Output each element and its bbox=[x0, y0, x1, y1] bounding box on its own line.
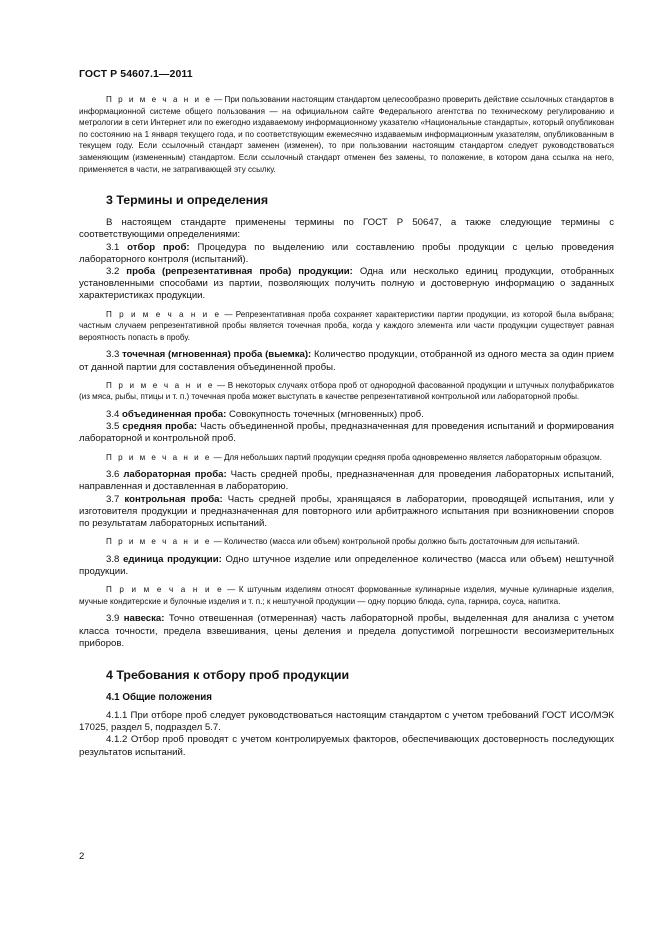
term-3-7: 3.7 контрольная проба: Часть средней пробы, хранящаяся в лаборатории, проводящей испытания, или у изготовителя продукции и предназначенная для повторного или арбитражного испытания при возникновении споров по результатам лабораторных испытаний. bbox=[79, 493, 614, 529]
section-3-title: 3 Термины и определения bbox=[106, 193, 269, 208]
note-3-2: П р и м е ч а н и е — Репрезентативная проба сохраняет характеристики партии продукции, из которой была выбрана; частным случаем репрезентативной пробы является точечная проба, когда у каждого элемента или части продукции существует равная вероятность попасть в пробу. bbox=[79, 309, 614, 342]
section-3-intro: В настоящем стандарте применены термины по ГОСТ Р 50647, а также следующие термины с соответствующими определениями: bbox=[79, 217, 614, 241]
subsection-4-1-title: 4.1 Общие положения bbox=[106, 691, 213, 703]
clause-4-1-1: 4.1.1 При отборе проб следует руководствоваться настоящим стандартом с учетом требований ГОСТ ИСО/МЭК 17025, раздел 5, подраздел 5.7. bbox=[79, 709, 614, 734]
page-number: 2 bbox=[79, 851, 85, 862]
intro-note: П р и м е ч а н и е — При пользовании настоящим стандартом целесообразно проверить действие ссылочных стандартов в информационной системе общего пользования — на официальном сайте Федерального агентства по техническому регулированию и метрологии в сети Интернет или по ежегодно издаваемому информационному указателю «Национальные стандарты», который опубликован по состоянию на 1 января текущего года, и по соответствующим ежемесячно издаваемым информационным указателям, опубликованным в текущем году. Если ссылочный стандарт заменен (изменен), то при пользовании настоящим стандартом следует руководствоваться заменяющим (измененным) стандартом. Если ссылочный стандарт отменен без замены, то положение, в котором дана ссылка на него, применяется в части, не затрагивающей эту ссылку. bbox=[79, 95, 614, 174]
note-3-8: П р и м е ч а н и е — К штучным изделиям относят формованные кулинарные изделия, мучные кулинарные изделия, мучные кондитерские и булочные изделия и т. п.; к нештучной продукции — одну порцию блюда, супа, гарнира, соуса, напитка. bbox=[79, 585, 614, 606]
term-3-9: 3.9 навеска: Точно отвешенная (отмеренная) часть лабораторной пробы, выделенная для анализа с учетом класса точности, предела взвешивания, цены деления и предела допустимой погрешности весоизмерительных приборов. bbox=[79, 613, 614, 649]
term-3-4: 3.4 объединенная проба: Совокупность точечных (мгновенных) проб. bbox=[106, 408, 424, 420]
term-3-8: 3.8 единица продукции: Одно штучное изделие или определенное количество (масса или объем) нештучной продукции. bbox=[79, 553, 614, 577]
note-3-3: П р и м е ч а н и е — В некоторых случаях отбора проб от однородной фасованной продукции и штучных полуфабрикатов (из мяса, рыбы, птицы и т. п.) точечная проба может выступать в качестве репрезентативной контрольной или лабораторной пробы. bbox=[79, 380, 614, 402]
term-3-1: 3.1 отбор проб: Процедура по выделению или составлению пробы продукции с целью проведения лабораторного контроля (испытаний). bbox=[79, 241, 614, 265]
term-3-5: 3.5 средняя проба: Часть объединенной пробы, предназначенная для проведения испытаний и формирования лабораторной и контрольной проб. bbox=[79, 421, 614, 445]
term-3-6: 3.6 лабораторная проба: Часть средней пробы, предназначенная для проведения лабораторных испытаний, направленная и доставленная в лабораторию. bbox=[79, 469, 615, 493]
note-3-5: П р и м е ч а н и е — Для небольших партий продукции средняя проба одновременно является лабораторным образцом. bbox=[106, 452, 602, 462]
term-3-3: 3.3 точечная (мгновенная) проба (выемка): Количество продукции, отобранной из одного места за один прием от данной партии для составления объединенной пробы. bbox=[79, 349, 614, 373]
document-header-code: ГОСТ Р 54607.1—2011 bbox=[79, 68, 193, 80]
section-4-title: 4 Требования к отбору проб продукции bbox=[106, 667, 350, 682]
clause-4-1-2: 4.1.2 Отбор проб проводят с учетом контролируемых факторов, обеспечивающих достоверность последующих результатов испытаний. bbox=[79, 734, 614, 758]
page-content bbox=[79, 94, 614, 759]
note-3-7: П р и м е ч а н и е — Количество (масса или объем) контрольной пробы должно быть достаточным для испытаний. bbox=[106, 537, 580, 547]
term-3-2: 3.2 проба (репрезентативная проба) продукции: Одна или несколько единиц продукции, отобранных установленными способами из партии, позволяющих получить полную и достоверную информацию о заданных характеристиках продукции. bbox=[79, 265, 614, 302]
